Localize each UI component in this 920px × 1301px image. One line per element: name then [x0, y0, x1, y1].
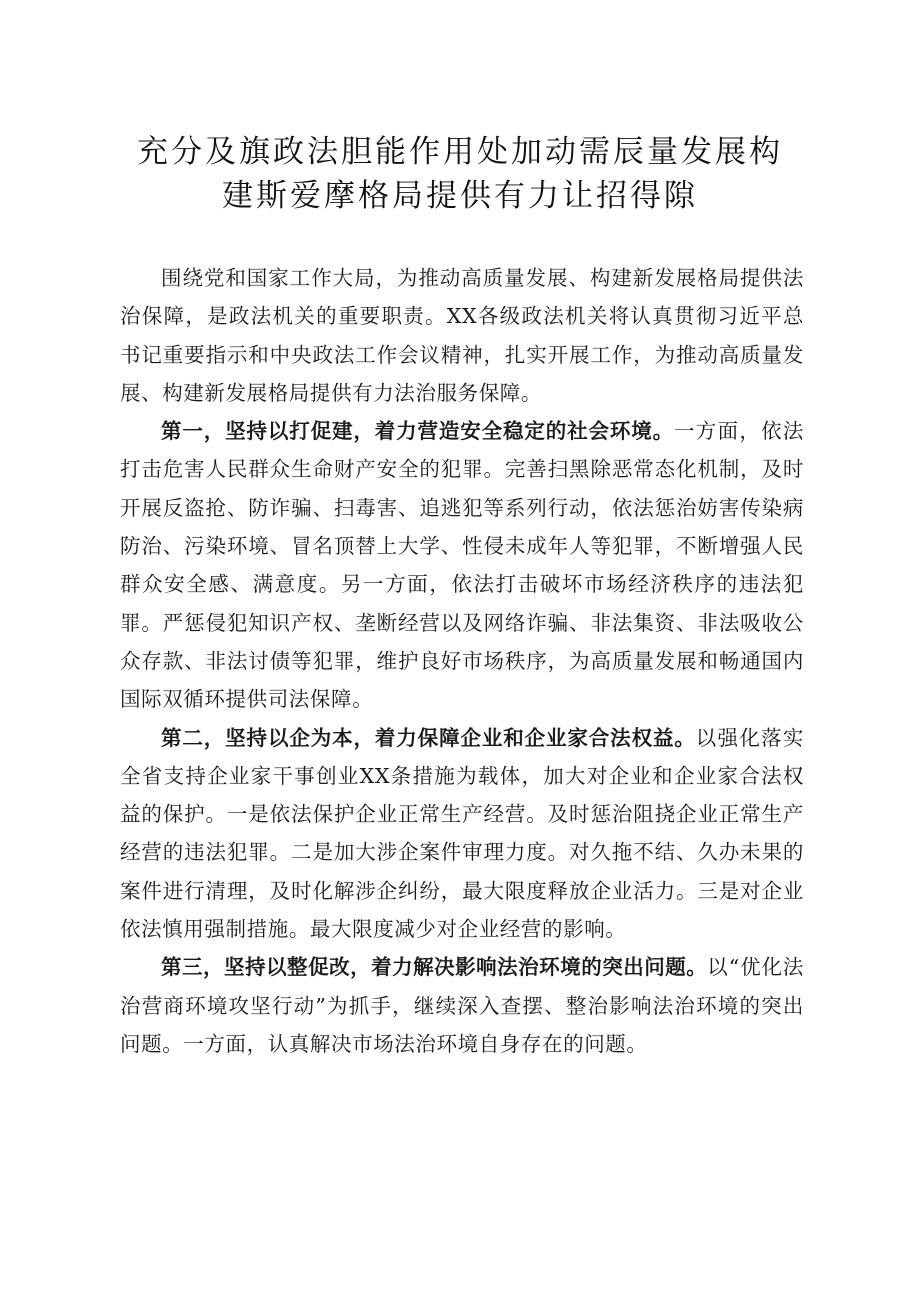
section-1-body: 一方面，依法打击危害人民群众生命财产安全的犯罪。完善扫黑除恶常态化机制，及时开展反盗抢、防诈骗、扫毒害、追逃犯等系列行动，依法惩治妨害传染病防治、污染环境、冒名顶替上大学、性侵未成年人等犯罪，不断增强人民群众安全感、满意度。另一方面，依法打击破坏市场经济秩序的违法犯罪。严惩侵犯知识产权、垄断经营以及网络诈骗、非法集资、非法吸收公众存款、非法讨债等犯罪，维护良好市场秩序，为高质量发展和畅通国内国际双循环提供司法保障。 — [120, 419, 804, 712]
intro-paragraph: 围绕党和国家工作大局，为推动高质量发展、构建新发展格局提供法治保障，是政法机关的重要职责。XX各级政法机关将认真贯彻习近平总书记重要指示和中央政法工作会议精神，扎实开展工作，为推动高质量发展、构建新发展格局提供有力法治服务保障。 — [120, 266, 804, 405]
section-1-paragraph — [120, 412, 804, 718]
document-title-line-1: 充分及旗政法胆能作用处加动需辰量发展构 — [137, 134, 783, 170]
section-3-paragraph — [120, 948, 804, 1063]
document-body — [120, 259, 804, 1063]
section-2-heading: 第二，坚持以企为本，着力保障企业和企业家合法权益。 — [161, 725, 696, 750]
document-title-line-2: 建斯爱摩格局提供有力让招得隙 — [222, 178, 698, 214]
section-2-paragraph — [120, 719, 804, 949]
section-3-heading: 第三，坚持以整促改，着力解决影响法治环境的突出问题。 — [161, 955, 708, 980]
section-3-body: 以“优化法治营商环境攻坚行动”为抓手，继续深入查摆、整治影响法治环境的突出问题。一方面，认真解决市场法治环境自身存在的问题。 — [120, 955, 805, 1056]
section-2-body: 以强化落实全省支持企业家干事创业XX条措施为载体，加大对企业和企业家合法权益的保护。一是依法保护企业正常生产经营。及时惩治阻挠企业正常生产经营的违法犯罪。二是加大涉企案件审理力度。对久拖不结、久办未果的案件进行清理，及时化解涉企纠纷，最大限度释放企业活力。三是对企业依法慎用强制措施。最大限度减少对企业经营的影响。 — [120, 725, 805, 942]
section-1-heading: 第一，坚持以打促建，着力营造安全稳定的社会环境。 — [161, 419, 675, 444]
